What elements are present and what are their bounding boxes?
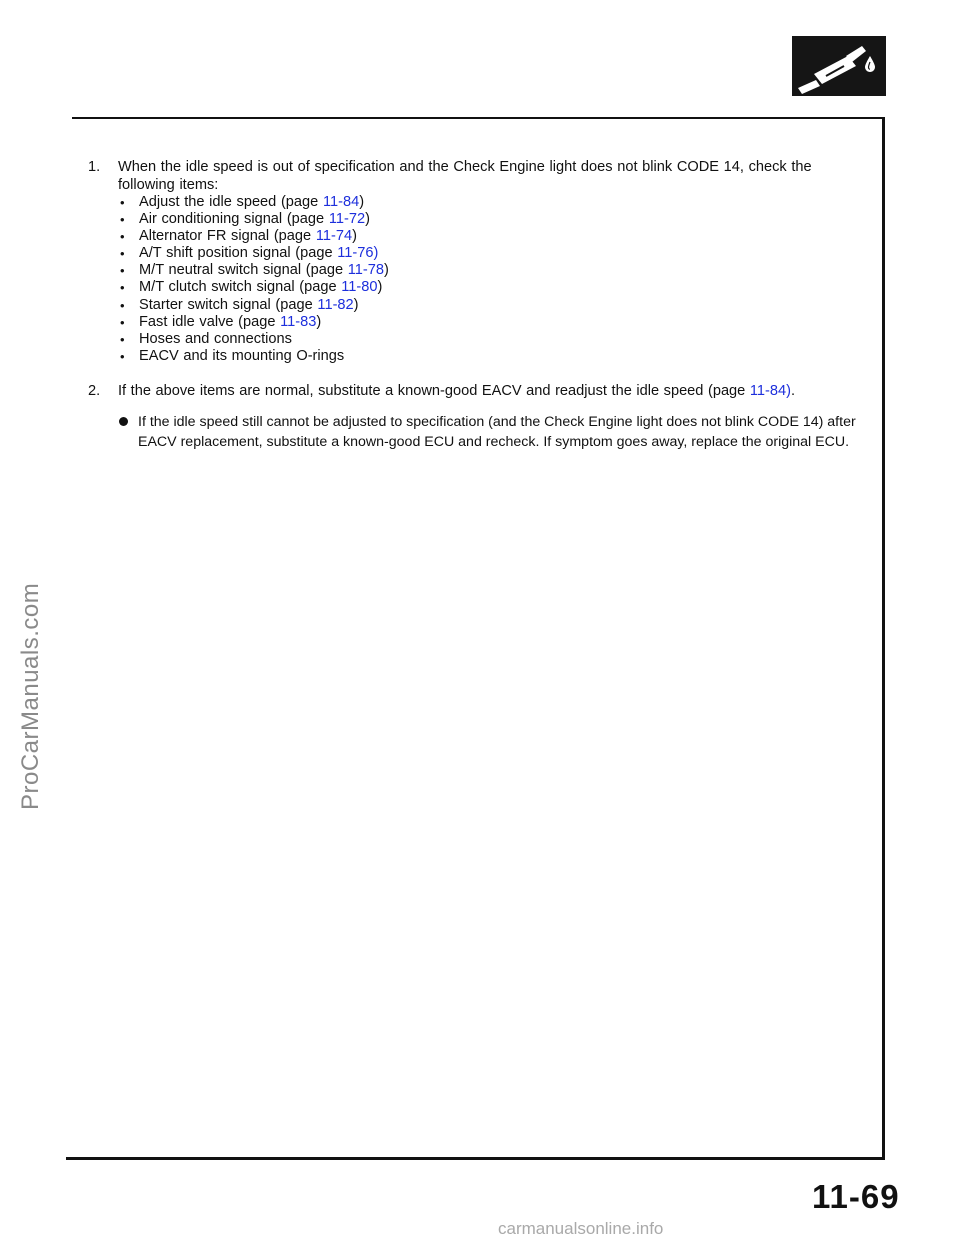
page-reference-link[interactable]: 11-84: [322, 194, 360, 210]
frame-bottom-rule: [66, 1157, 885, 1160]
list-item: • EACV and its mounting O-rings: [120, 347, 345, 364]
bullet-icon: •: [120, 314, 125, 330]
frame-top-rule: [72, 117, 884, 119]
list-item: • Air conditioning signal (page 11-72): [120, 211, 370, 228]
page-reference-link[interactable]: 11-83: [280, 313, 317, 330]
procedure-content: [88, 158, 868, 452]
step-text: When the idle speed is out of specification and the Check Engine light does not blink CODE 14, check the following items:: [118, 159, 812, 193]
page-reference-link[interactable]: 11-78: [347, 262, 385, 279]
step-1: [88, 158, 868, 365]
bullet-icon: [119, 417, 128, 426]
bullet-icon: •: [120, 195, 125, 210]
step-text: If the above items are normal, substitute a known-good EACV and readjust the idle speed (page: [118, 382, 750, 399]
list-item: • Adjust the idle speed (page 11-84): [120, 194, 365, 210]
list-item: • Alternator FR signal (page 11-74): [120, 228, 357, 245]
page-reference-link[interactable]: 11-80: [341, 279, 378, 296]
page-reference-link[interactable]: 11-74: [315, 228, 353, 245]
bullet-icon: •: [120, 263, 125, 279]
step-number: 1.: [88, 159, 101, 175]
list-item: • Hoses and connections: [120, 330, 292, 347]
page-number: 11-69: [812, 1178, 900, 1215]
footer-watermark: carmanualsonline.info: [498, 1219, 664, 1238]
bullet-icon: •: [120, 280, 125, 296]
list-item: • Fast idle valve (page 11-83): [120, 313, 322, 330]
page-reference-link[interactable]: 11-76): [337, 245, 379, 262]
step-2: 2. If the above items are normal, substitute a known-good EACV and readjust the idle speed (page 11-84).: [88, 382, 796, 399]
bullet-icon: •: [120, 212, 125, 228]
list-item: • M/T clutch switch signal (page 11-80): [120, 279, 383, 296]
page-reference-link[interactable]: 11-72: [328, 211, 366, 228]
page-reference-link[interactable]: 11-82: [317, 296, 354, 313]
list-item: • A/T shift position signal (page 11-76): [120, 245, 379, 262]
bullet-icon: •: [120, 246, 125, 262]
check-items-list: [118, 194, 868, 365]
step-number: 2.: [88, 382, 101, 399]
note-text: If the idle speed still cannot be adjusted to specification (and the Check Engine light does not blink CODE 14) after EACV replacement, substitute a known-good ECU and recheck. If symptom goes away, replace the original ECU.: [138, 413, 856, 450]
bullet-icon: •: [120, 297, 125, 313]
fuel-nozzle-icon: [792, 36, 886, 96]
list-item: • Starter switch signal (page 11-82): [120, 296, 359, 313]
frame-right-rule: [882, 117, 885, 1159]
bullet-icon: •: [120, 348, 125, 364]
list-item: • M/T neutral switch signal (page 11-78): [120, 262, 389, 279]
side-watermark: ProCarManuals.com: [17, 582, 44, 810]
page-reference-link[interactable]: 11-84): [749, 382, 791, 399]
bullet-icon: •: [120, 229, 125, 245]
note-paragraph: [88, 412, 868, 452]
bullet-icon: •: [120, 331, 125, 347]
